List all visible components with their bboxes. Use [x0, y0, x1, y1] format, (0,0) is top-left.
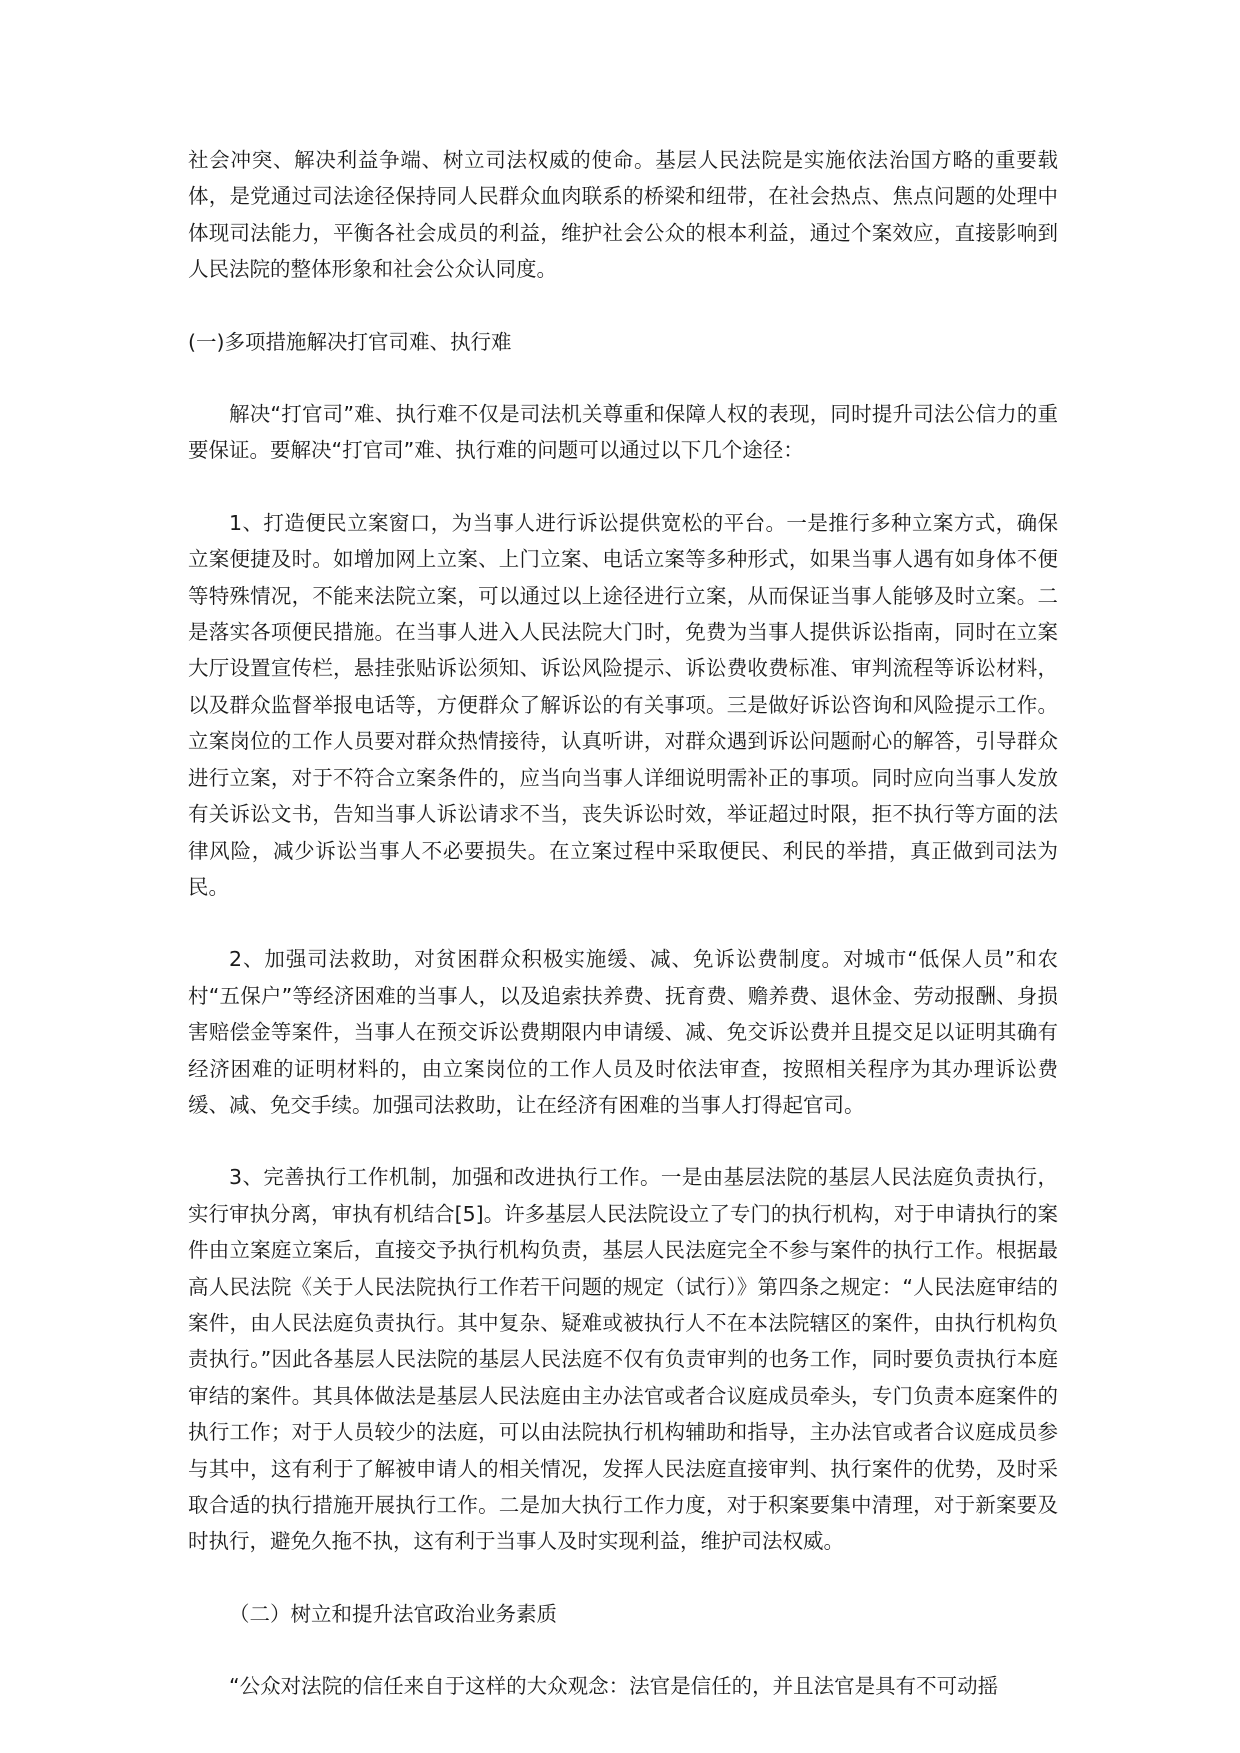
- paragraph-section-2-start: “公众对法院的信任来自于这样的大众观念：法官是信任的，并且法官是具有不可动摇: [229, 1674, 999, 1699]
- paragraph-intro: 社会冲突、解决利益争端、树立司法权威的使命。基层人民法院是实施依法治国方略的重要载体，是党通过司法途径保持同人民群众血肉联系的桥梁和纽带，在社会热点、焦点问题的处理中体现司法能力，平衡各社会成员的利益，维护社会公众的根本利益，通过个案效应，直接影响到人民法院的整体形象和社会公众认同度。: [188, 148, 1058, 282]
- paragraph-section-1-intro: 解决“打官司”难、执行难不仅是司法机关尊重和保障人权的表现，同时提升司法公信力的重要保证。要解决“打官司”难、执行难的问题可以通过以下几个途径：: [188, 402, 1058, 463]
- paragraph-item-3: 3、完善执行工作机制，加强和改进执行工作。一是由基层法院的基层人民法庭负责执行，实行审执分离，审执有机结合[5]。许多基层人民法院设立了专门的执行机构，对于申请执行的案件由立案庭立案后，直接交予执行机构负责，基层人民法庭完全不参与案件的执行工作。根据最高人民法院《关于人民法院执行工作若干问题的规定（试行）》第四条之规定：“人民法庭审结的案件，由人民法庭负责执行。其中复杂、疑难或被执行人不在本法院辖区的案件，由执行机构负责执行。”因此各基层人民法院的基层人民法庭不仅有负责审判的也务工作，同时要负责执行本庭审结的案件。其具体做法是基层人民法庭由主办法官或者合议庭成员牵头，专门负责本庭案件的执行工作；对于人员较少的法庭，可以由法院执行机构辅助和指导，主办法官或者合议庭成员参与其中，这有利于了解被申请人的相关情况，发挥人民法庭直接审判、执行案件的优势，及时采取合适的执行措施开展执行工作。二是加大执行工作力度，对于积案要集中清理，对于新案要及时执行，避免久拖不执，这有利于当事人及时实现利益，维护司法权威。: [188, 1165, 1058, 1554]
- paragraph-item-1: 1、打造便民立案窗口，为当事人进行诉讼提供宽松的平台。一是推行多种立案方式，确保立案便捷及时。如增加网上立案、上门立案、电话立案等多种形式，如果当事人遇有如身体不便等特殊情况，不能来法院立案，可以通过以上途径进行立案，从而保证当事人能够及时立案。二是落实各项便民措施。在当事人进入人民法院大门时，免费为当事人提供诉讼指南，同时在立案大厅设置宣传栏，悬挂张贴诉讼须知、诉讼风险提示、诉讼费收费标准、审判流程等诉讼材料，以及群众监督举报电话等，方便群众了解诉讼的有关事项。三是做好诉讼咨询和风险提示工作。立案岗位的工作人员要对群众热情接待，认真听讲，对群众遇到诉讼问题耐心的解答，引导群众进行立案，对于不符合立案条件的，应当向当事人详细说明需补正的事项。同时应向当事人发放有关诉讼文书，告知当事人诉讼请求不当，丧失诉讼时效，举证超过时限，拒不执行等方面的法律风险，减少诉讼当事人不必要损失。在立案过程中采取便民、利民的举措，真正做到司法为民。: [188, 510, 1058, 899]
- section-heading-2: （二）树立和提升法官政治业务素质: [229, 1601, 557, 1626]
- section-heading-1: (一)多项措施解决打官司难、执行难: [188, 329, 512, 354]
- paragraph-item-2: 2、加强司法救助，对贫困群众积极实施缓、减、免诉讼费制度。对城市“低保人员”和农村“五保户”等经济困难的当事人，以及追索扶养费、抚育费、赡养费、退休金、劳动报酬、身损害赔偿金等案件，当事人在预交诉讼费期限内申请缓、减、免交诉讼费并且提交足以证明其确有经济困难的证明材料的，由立案岗位的工作人员及时依法审查，按照相关程序为其办理诉讼费缓、减、免交手续。加强司法救助，让在经济有困难的当事人打得起官司。: [188, 947, 1058, 1117]
- document-page: [188, 142, 1058, 1705]
